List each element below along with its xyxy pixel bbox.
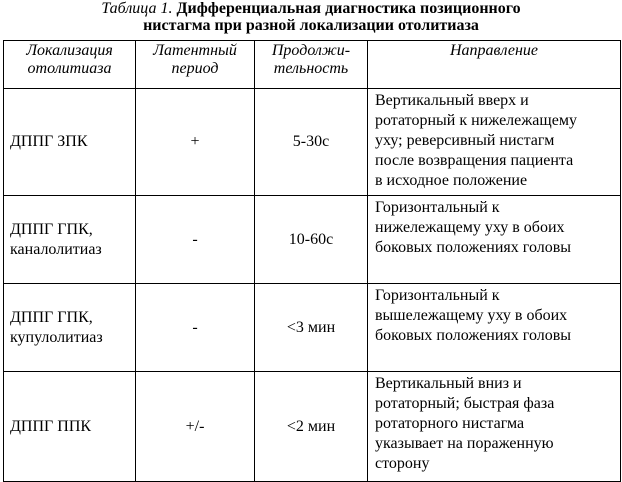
caption-title-line-2: нистагма при разной локализации отолитиаза [143,17,479,34]
cell-direction-line: уху; реверсивный нистагм [375,132,555,149]
cell-duration: <2 мин [255,372,368,482]
cell-direction-line: сторону [375,455,430,472]
table-row [4,89,621,196]
cell-direction-line: после возвращения пациента [375,152,574,169]
cell-localization [4,284,136,372]
cell-localization-line: ДППГ ППК [10,417,92,435]
cell-direction-line: Вертикальный вверх и [375,92,529,109]
cell-latent-period: + [136,89,255,196]
cell-duration: 5-30с [255,89,368,196]
header-latent [136,41,255,89]
cell-localization-line: ДППГ ГПК, [10,220,93,238]
header-localization-line-1: Локализация [26,42,113,59]
table-row [4,372,621,482]
cell-direction-line: Горизонтальный к [375,199,500,216]
header-duration [255,41,368,89]
header-row [4,41,621,89]
cell-direction-line: вышележащему уху в обоих [375,307,568,324]
cell-localization-line: каналолитиаз [10,240,102,258]
table-row [4,196,621,284]
cell-direction-line: ротаторный; быстрая фаза [375,395,555,412]
header-duration-line-1: Продолжи- [271,42,351,59]
table-row [4,284,621,372]
cell-localization [4,89,136,196]
caption-label: Таблица 1. [101,0,173,17]
cell-localization-line: ДППГ ЗПК [10,133,88,150]
cell-latent-period: - [136,196,255,284]
header-direction: Направление [368,41,621,89]
cell-direction-line: Горизонтальный к [375,287,500,304]
header-latent-line-2: период [171,60,219,77]
header-duration-line-2: тельность [273,60,349,77]
cell-duration: 10-60с [255,196,368,284]
cell-duration: <3 мин [255,284,368,372]
cell-direction [368,372,621,482]
header-localization-line-2: отолитиаза [27,60,112,77]
diagnosis-table [3,40,621,482]
cell-direction [368,196,621,284]
caption-title-line-1: Дифференциальная диагностика позиционного [176,0,521,17]
caption-line-1 [0,0,622,17]
cell-direction-line: боковых положениях головы [375,239,572,256]
cell-localization-line: ДППГ ГПК, [10,308,93,326]
header-localization [4,41,136,89]
cell-latent-period: - [136,284,255,372]
cell-direction-line: Вертикальный вниз и [375,375,522,392]
cell-direction-line: нижележащему уху в обоих [375,219,565,236]
table-caption [0,0,622,34]
cell-latent-period: +/- [136,372,255,482]
cell-direction-line: указывает на пораженную [375,435,554,452]
cell-direction-line: ротаторного нистагма [375,415,525,432]
cell-direction-line: в исходное положение [375,172,528,189]
header-latent-line-1: Латентный [153,42,237,59]
cell-direction-line: боковых положениях головы [375,327,572,344]
cell-direction [368,284,621,372]
cell-localization-line: купулолитиаз [10,328,103,346]
cell-direction [368,89,621,196]
cell-localization [4,196,136,284]
cell-direction-line: ротаторный к нижележащему [375,112,577,129]
cell-localization [4,372,136,482]
